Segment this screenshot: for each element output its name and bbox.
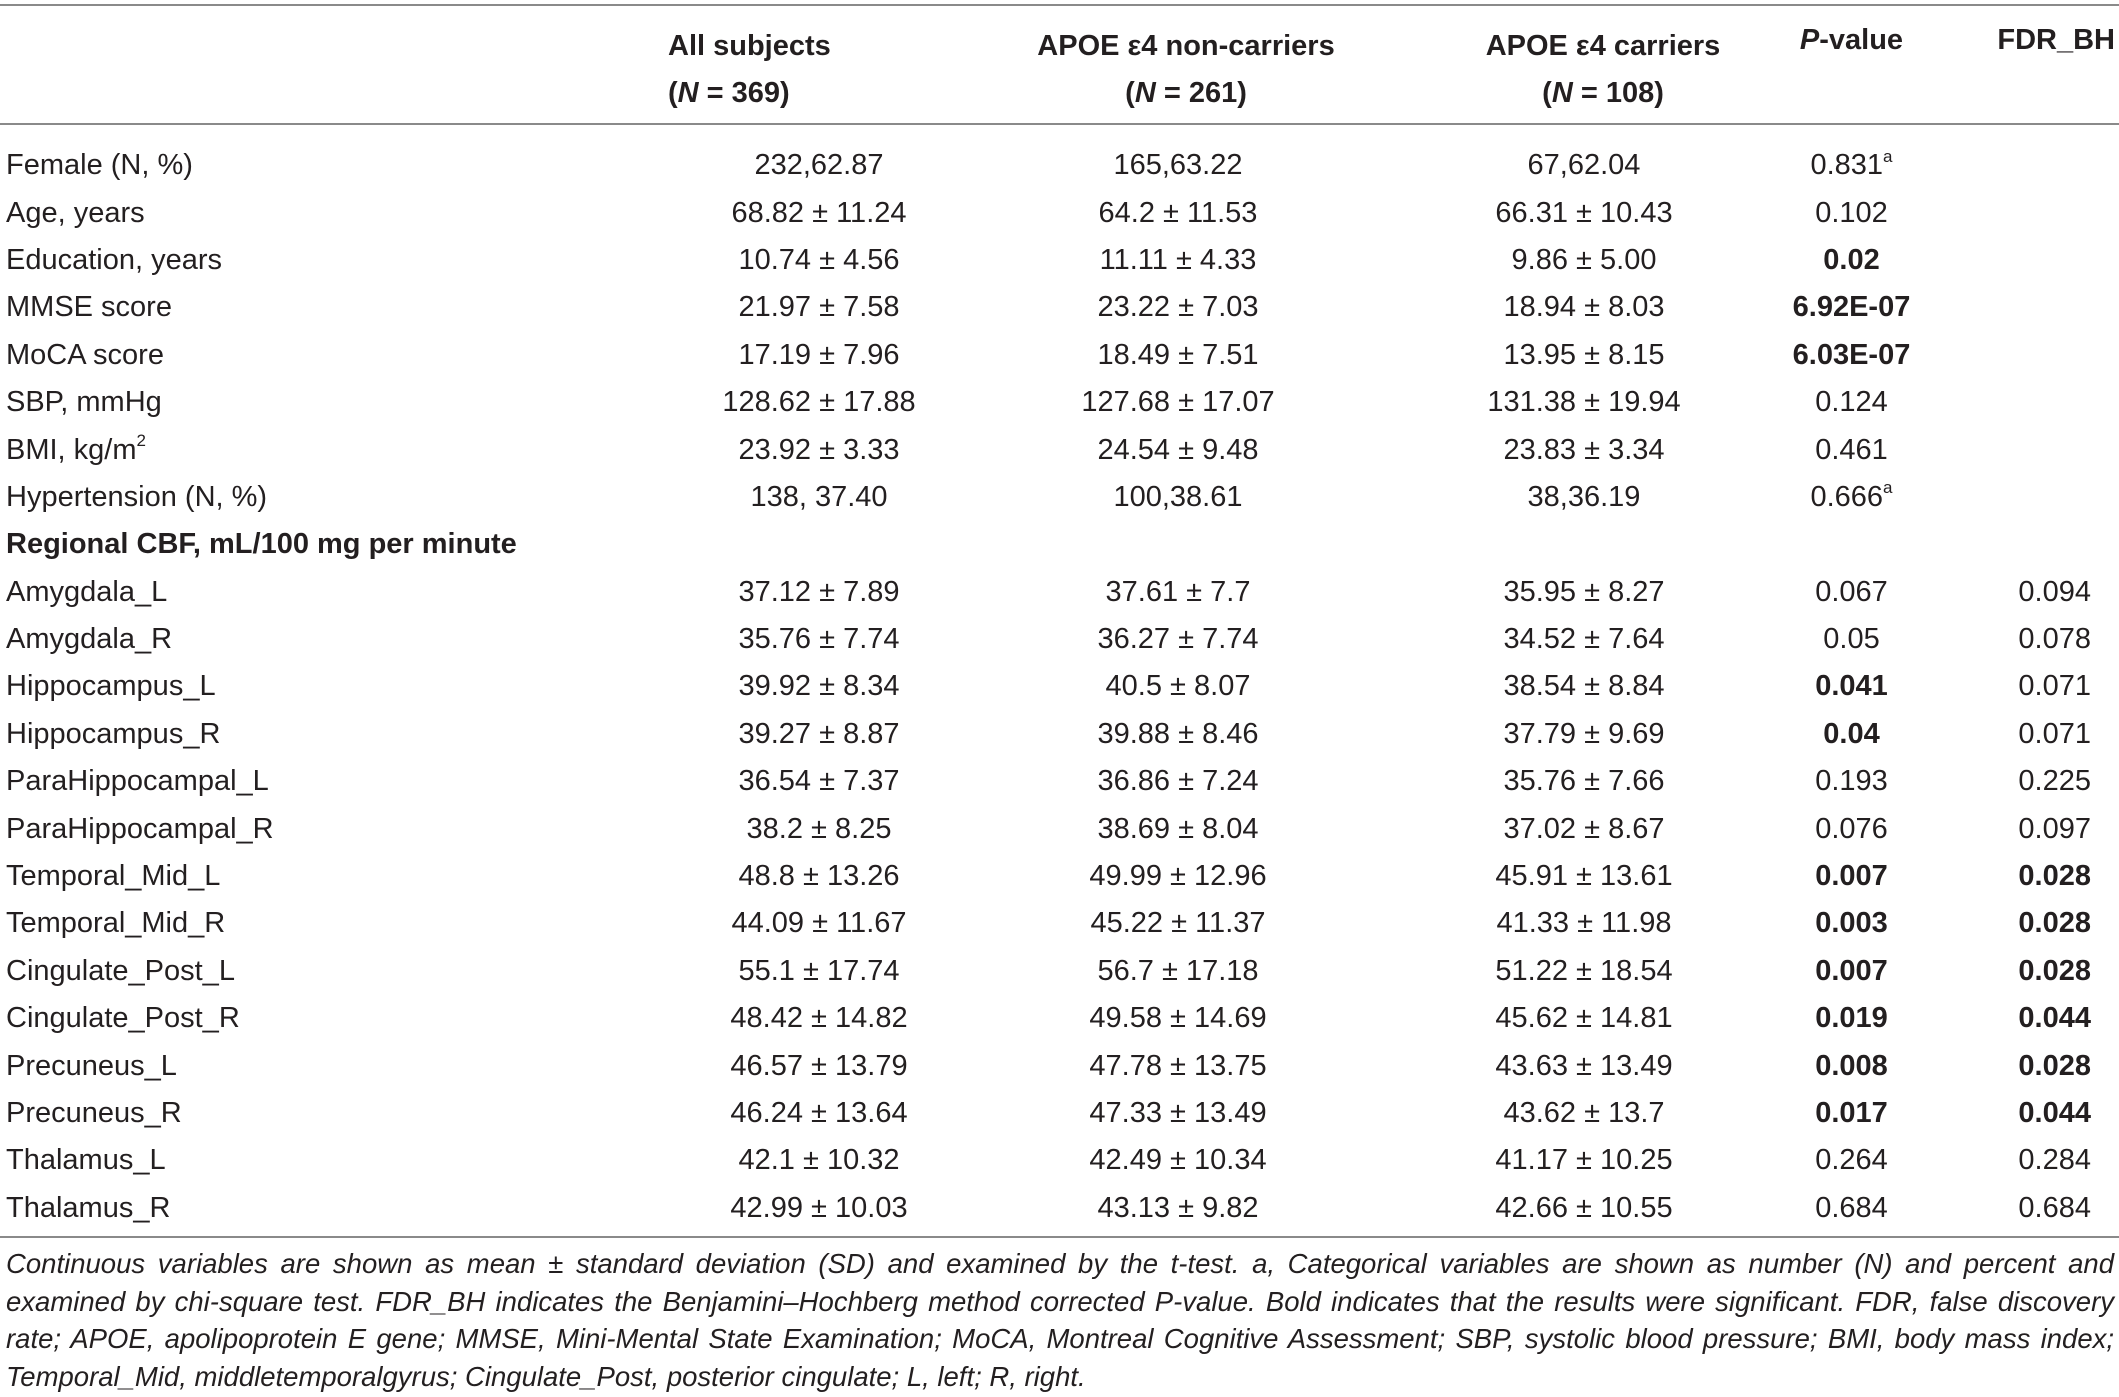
table-row	[0, 284, 2119, 331]
cell-non-carriers: 40.5 ± 8.07	[1105, 670, 1251, 703]
cell-all-subjects: 128.62 ± 17.88	[722, 386, 916, 419]
cell-p-value: 0.007	[1815, 860, 1888, 893]
cell-carriers: 42.66 ± 10.55	[1495, 1191, 1673, 1224]
header-non-carriers-title: APOE ε4 non-carriers	[1037, 30, 1335, 62]
header-p-value: P-value	[1799, 24, 1904, 56]
cell-carriers: 35.95 ± 8.27	[1503, 575, 1665, 608]
section-title: Regional CBF, mL/100 mg per minute	[6, 528, 517, 561]
row-label: ParaHippocampal_R	[6, 812, 274, 845]
cell-all-subjects: 44.09 ± 11.67	[731, 907, 907, 940]
cell-fdr	[1937, 426, 2119, 473]
row-label: MoCA score	[6, 338, 164, 371]
cell-p-value: 6.03E-07	[1792, 338, 1911, 371]
cell-all-subjects: 23.92 ± 3.33	[738, 433, 900, 466]
cell-non-carriers: 49.58 ± 14.69	[1089, 1002, 1267, 1035]
cell-all-subjects: 46.24 ± 13.64	[730, 1097, 908, 1129]
cell-p-value: 0.102	[1815, 196, 1888, 229]
cell-fdr	[1937, 189, 2119, 236]
cell-all-subjects: 38.2 ± 8.25	[746, 812, 892, 845]
cell-fdr	[1937, 237, 2119, 284]
cell-carriers: 45.91 ± 13.61	[1495, 860, 1673, 893]
cell-fdr: 0.071	[2018, 717, 2091, 750]
cell-non-carriers: 39.88 ± 8.46	[1097, 717, 1259, 750]
cell-p-value: 0.02	[1823, 243, 1880, 276]
cell-non-carriers: 42.49 ± 10.34	[1089, 1144, 1267, 1177]
row-label: Thalamus_R	[6, 1191, 171, 1224]
table-row	[0, 426, 2119, 473]
table-row	[0, 616, 2119, 663]
cell-fdr	[1937, 379, 2119, 426]
cell-fdr: 0.044	[2018, 1002, 2091, 1035]
cell-fdr: 0.044	[2018, 1097, 2091, 1129]
cell-non-carriers: 56.7 ± 17.18	[1097, 954, 1259, 987]
table-row	[0, 995, 2119, 1042]
row-label: ParaHippocampal_L	[6, 765, 269, 798]
row-label: Amygdala_R	[6, 623, 173, 656]
cell-carriers: 51.22 ± 18.54	[1495, 954, 1673, 987]
row-label: Hypertension (N, %)	[6, 480, 268, 513]
header-carriers-title: APOE ε4 carriers	[1485, 30, 1721, 62]
table-row	[0, 1042, 2119, 1089]
cell-carriers: 23.83 ± 3.34	[1503, 433, 1665, 466]
cell-carriers: 18.94 ± 8.03	[1503, 291, 1665, 324]
cell-fdr: 0.078	[2018, 623, 2091, 656]
cell-p-value: 0.041	[1815, 670, 1888, 703]
cell-carriers: 13.95 ± 8.15	[1503, 338, 1665, 371]
cell-p-value: 0.067	[1815, 575, 1888, 608]
cell-fdr: 0.284	[2018, 1144, 2091, 1177]
cell-carriers: 35.76 ± 7.66	[1503, 765, 1665, 798]
table-row	[0, 900, 2119, 947]
cell-carriers: 66.31 ± 10.43	[1495, 196, 1673, 229]
row-label: Temporal_Mid_R	[6, 907, 226, 940]
row-label: Cingulate_Post_L	[6, 954, 235, 987]
cell-non-carriers: 11.11 ± 4.33	[1099, 243, 1257, 276]
cell-p-value: 0.193	[1815, 765, 1888, 798]
cell-non-carriers: 37.61 ± 7.7	[1105, 575, 1251, 608]
cell-all-subjects: 37.12 ± 7.89	[738, 575, 900, 608]
cell-non-carriers: 127.68 ± 17.07	[1081, 386, 1275, 419]
header-carriers	[1432, 6, 1766, 134]
cell-fdr: 0.028	[2018, 860, 2091, 893]
cell-all-subjects: 48.42 ± 14.82	[730, 1002, 908, 1035]
table-row	[0, 569, 2119, 616]
cell-p-value: 0.007	[1815, 954, 1888, 987]
cell-p-value: 0.017	[1815, 1097, 1888, 1129]
cell-all-subjects: 232,62.87	[754, 149, 884, 182]
header-all-subjects-n: (N = 369)	[668, 77, 790, 109]
cell-non-carriers: 49.99 ± 12.96	[1089, 860, 1267, 893]
section-header-row	[0, 521, 2119, 568]
cell-fdr: 0.071	[2018, 670, 2091, 703]
cell-carriers: 9.86 ± 5.00	[1511, 243, 1657, 276]
cell-non-carriers: 36.27 ± 7.74	[1097, 623, 1259, 656]
cell-all-subjects: 39.27 ± 8.87	[738, 717, 900, 750]
cell-all-subjects: 46.57 ± 13.79	[730, 1049, 908, 1082]
cell-all-subjects: 68.82 ± 11.24	[731, 196, 907, 229]
cell-fdr: 0.225	[2018, 765, 2091, 798]
cell-non-carriers: 64.2 ± 11.53	[1098, 196, 1258, 229]
table-header	[0, 6, 2119, 134]
table-row	[0, 189, 2119, 236]
cell-all-subjects: 42.99 ± 10.03	[730, 1191, 908, 1224]
table-row	[0, 948, 2119, 995]
cell-fdr: 0.028	[2018, 907, 2091, 940]
row-label: BMI, $kg/m^2$	[6, 430, 146, 466]
cell-p-value: 0.008	[1815, 1049, 1888, 1082]
cell-fdr	[1937, 332, 2119, 379]
cell-all-subjects: 35.76 ± 7.74	[738, 623, 900, 656]
cell-carriers: 41.17 ± 10.25	[1495, 1144, 1673, 1177]
cell-p-value: 0.264	[1815, 1144, 1888, 1177]
cell-all-subjects: 36.54 ± 7.37	[738, 765, 900, 798]
cell-carriers: 67,62.04	[1527, 149, 1641, 182]
cell-all-subjects: 10.74 ± 4.56	[738, 243, 900, 276]
cell-p-value: 0.684	[1815, 1191, 1888, 1224]
header-non-carriers	[890, 6, 1432, 134]
table-row	[0, 1137, 2119, 1184]
cell-non-carriers: 47.78 ± 13.75	[1089, 1049, 1267, 1082]
row-label: Temporal_Mid_L	[6, 860, 221, 893]
header-all-subjects-title: All subjects	[668, 30, 831, 62]
cell-non-carriers: 45.22 ± 11.37	[1090, 907, 1266, 940]
cell-p-value: 6.92E-07	[1792, 291, 1911, 324]
cell-p-value: 0.04	[1823, 717, 1880, 750]
header-carriers-n: (N = 108)	[1542, 77, 1664, 109]
cell-non-carriers: 18.49 ± 7.51	[1097, 338, 1259, 371]
header-all-subjects	[600, 6, 890, 134]
table-footnote: Continuous variables are shown as mean ± standard deviation (SD) and examined by the t-test. a, Categorical variables are shown as number (N) and percent and examined by chi-square test. FDR_BH indicates the Benjamini–Hochberg method corrected P-value. Bold indicates that the results were significant. FDR, false discovery rate; APOE, apolipoprotein E gene; MMSE, Mini-Mental State Examination; MoCA, Montreal Cognitive Assessment; SBP, systolic blood pressure; BMI, body mass index; Temporal_Mid, middletemporalgyrus; Cingulate_Post, posterior cingulate; L, left; R, right.	[6, 1248, 2114, 1392]
table-row	[0, 663, 2119, 710]
table-row	[0, 237, 2119, 284]
table-row	[0, 1090, 2119, 1137]
table-row	[0, 805, 2119, 852]
row-label: Education, years	[6, 243, 223, 276]
table-row	[0, 474, 2119, 521]
cell-all-subjects: 17.19 ± 7.96	[738, 338, 900, 371]
cell-fdr: 0.028	[2018, 954, 2091, 987]
cell-carriers: 131.38 ± 19.94	[1487, 386, 1681, 419]
table-row	[0, 134, 2119, 189]
cell-non-carriers: 165,63.22	[1113, 149, 1243, 182]
cell-carriers: 37.79 ± 9.69	[1503, 717, 1665, 750]
cell-carriers: 37.02 ± 8.67	[1503, 812, 1665, 845]
table-row	[0, 853, 2119, 900]
cell-fdr: 0.028	[2018, 1049, 2091, 1082]
cell-carriers: 41.33 ± 11.98	[1496, 907, 1672, 940]
cell-p-value: 0.003	[1815, 907, 1888, 940]
cell-all-subjects: 21.97 ± 7.58	[738, 291, 900, 324]
cell-non-carriers: 23.22 ± 7.03	[1097, 291, 1259, 324]
cell-non-carriers: 38.69 ± 8.04	[1097, 812, 1259, 845]
header-non-carriers-n: (N = 261)	[1125, 77, 1247, 109]
table-row	[0, 332, 2119, 379]
cell-non-carriers: 43.13 ± 9.82	[1097, 1191, 1259, 1224]
cell-non-carriers: 100,38.61	[1113, 480, 1243, 513]
bottom-rule	[0, 1236, 2119, 1238]
cell-p-value: 0.019	[1815, 1002, 1888, 1035]
header-variable	[0, 6, 600, 134]
row-label: Thalamus_L	[6, 1144, 166, 1177]
row-label: Female (N, %)	[6, 149, 193, 182]
cell-non-carriers: 47.33 ± 13.49	[1089, 1097, 1267, 1129]
cell-non-carriers: 36.86 ± 7.24	[1097, 765, 1259, 798]
row-label: Amygdala_L	[6, 575, 168, 608]
cell-fdr: 0.094	[2018, 575, 2091, 608]
row-label: Hippocampus_R	[6, 717, 221, 750]
cell-carriers: 34.52 ± 7.64	[1503, 623, 1665, 656]
row-label: Precuneus_L	[6, 1049, 177, 1082]
table-row	[0, 758, 2119, 805]
cell-p-value: 0.831$^a$	[1810, 146, 1893, 182]
cell-fdr	[1937, 284, 2119, 331]
row-label: Hippocampus_L	[6, 670, 216, 703]
cell-all-subjects: 48.8 ± 13.26	[738, 860, 900, 893]
cell-p-value: 0.05	[1823, 623, 1880, 656]
characteristics-table	[0, 6, 2119, 1232]
cell-carriers: 38,36.19	[1527, 480, 1641, 513]
cell-fdr	[1937, 134, 2119, 189]
cell-p-value: 0.076	[1815, 812, 1888, 845]
row-label: Cingulate_Post_R	[6, 1002, 240, 1035]
table-row	[0, 379, 2119, 426]
cell-carriers: 43.62 ± 13.7	[1503, 1097, 1665, 1129]
cell-all-subjects: 39.92 ± 8.34	[738, 670, 900, 703]
cell-p-value: 0.461	[1815, 433, 1888, 466]
row-label: MMSE score	[6, 291, 172, 324]
row-label: SBP, mmHg	[6, 386, 162, 419]
cell-p-value: 0.124	[1815, 386, 1888, 419]
row-label: Age, years	[6, 196, 145, 229]
cell-carriers: 38.54 ± 8.84	[1503, 670, 1665, 703]
cell-carriers: 45.62 ± 14.81	[1495, 1002, 1673, 1035]
cell-fdr: 0.684	[2018, 1191, 2091, 1224]
cell-fdr	[1937, 474, 2119, 521]
row-label: Precuneus_R	[6, 1097, 182, 1129]
cell-non-carriers: 24.54 ± 9.48	[1097, 433, 1259, 466]
header-fdr: FDR_BH	[1997, 24, 2115, 56]
cell-all-subjects: 55.1 ± 17.74	[738, 954, 900, 987]
cell-p-value: 0.666$^a$	[1810, 478, 1893, 513]
cell-carriers: 43.63 ± 13.49	[1495, 1049, 1673, 1082]
cell-fdr: 0.097	[2018, 812, 2091, 845]
table-row	[0, 711, 2119, 758]
cell-all-subjects: 42.1 ± 10.32	[738, 1144, 900, 1177]
table-row	[0, 1185, 2119, 1232]
table-body	[0, 134, 2119, 1232]
cell-all-subjects: 138, 37.40	[750, 480, 888, 513]
